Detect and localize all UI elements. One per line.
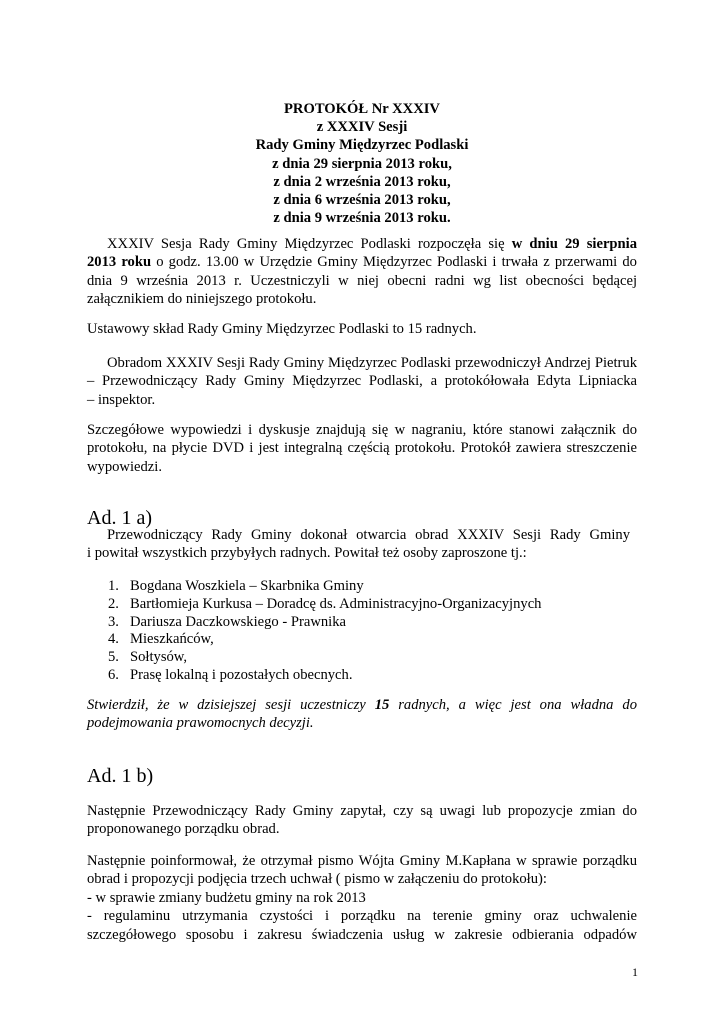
chair-line: Obradom XXXIV Sesji Rady Gminy Międzyrzec Podlaski przewodniczył Andrzej Pietruk <box>107 355 637 371</box>
intro-line: załącznikiem do niniejszego protokołu. <box>87 291 317 308</box>
title-line: PROTOKÓŁ Nr XXXIV <box>284 101 440 117</box>
ad1b-paragraph-2 <box>87 852 637 944</box>
protocol-title <box>0 100 724 227</box>
quorum-statement <box>87 696 637 733</box>
list-item: 1. Bogdana Woszkiela – Skarbnika Gminy <box>108 578 364 594</box>
ad1b-line: Następnie Przewodniczący Rady Gminy zapytał, czy są uwagi lub propozycje zmian do <box>87 803 637 819</box>
ad1b-line: - regulaminu utrzymania czystości i porządku na terenie gminy oraz uchwalenie <box>87 908 637 925</box>
intro-paragraph <box>87 235 637 309</box>
ad1b-line: obrad i propozycji podjęcia trzech uchwał ( pismo w załączeniu do protokołu): <box>87 871 547 888</box>
statutory-line: Ustawowy skład Rady Gminy Międzyrzec Podlaski to 15 radnych. <box>87 321 477 337</box>
list-item: 3. Dariusza Daczkowskiego - Prawnika <box>108 613 346 630</box>
chair-line: – inspektor. <box>87 391 156 408</box>
title-line: Rady Gminy Międzyrzec Podlaski <box>255 137 469 154</box>
statutory-paragraph <box>87 320 637 338</box>
title-line: z dnia 6 września 2013 roku, <box>273 192 451 209</box>
intro-line: 2013 roku o godz. 13.00 w Urzędzie Gminy Międzyrzec Podlaski i trwała z przerwami do <box>87 254 637 271</box>
section-heading-ad1a: Ad. 1 a) <box>87 507 152 529</box>
chair-line: – Przewodniczący Rady Gminy Międzyrzec Podlaski, a protokółowała Edyta Lipniacka <box>87 373 637 390</box>
quorum-line: podejmowania prawomocnych decyzji. <box>87 715 314 732</box>
details-line: protokołu, na płycie DVD i jest integralną częścią protokołu. Protokół zawiera streszczenie <box>87 440 637 457</box>
ad1b-paragraph-1 <box>87 802 637 839</box>
title-line: z dnia 9 września 2013 roku. <box>273 210 451 227</box>
ad1b-line: szczegółowego sposobu i zakresu świadczenia usług w zakresie odbierania odpadów <box>87 926 637 943</box>
title-line: z XXXIV Sesji <box>316 119 408 136</box>
title-line: z dnia 2 września 2013 roku, <box>273 173 451 190</box>
list-item: 6. Prasę lokalną i pozostałych obecnych. <box>108 666 353 683</box>
ad1b-line: Następnie poinformował, że otrzymał pismo Wójta Gminy M.Kapłana w sprawie porządku <box>87 853 637 869</box>
ad1a-paragraph <box>87 526 630 563</box>
details-line: Szczegółowe wypowiedzi i dyskusje znajdują się w nagraniu, które stanowi załącznik do <box>87 422 637 438</box>
invited-list <box>108 578 541 685</box>
ad1a-line: Przewodniczący Rady Gminy dokonał otwarcia obrad XXXIV Sesji Rady Gminy <box>107 527 630 543</box>
list-item: 2. Bartłomieja Kurkusa – Doradcę ds. Administracyjno-Organizacyjnych <box>108 595 542 612</box>
list-item: 5. Sołtysów, <box>108 649 188 666</box>
page-number: 1 <box>632 965 638 979</box>
list-item: 4. Mieszkańców, <box>108 631 214 648</box>
intro-line: XXXIV Sesja Rady Gminy Międzyrzec Podlaski rozpoczęła się w dniu 29 sierpnia <box>107 236 637 252</box>
ad1a-line: i powitał wszystkich przybyłych radnych. Powitał też osoby zaproszone tj.: <box>87 545 527 562</box>
section-heading-ad1b: Ad. 1 b) <box>87 765 154 787</box>
ad1b-line: proponowanego porządku obrad. <box>87 821 280 838</box>
title-line: z dnia 29 sierpnia 2013 roku, <box>272 155 452 172</box>
ad1b-line: - w sprawie zmiany budżetu gminy na rok 2013 <box>87 889 366 906</box>
intro-line: dnia 9 września 2013 r. Uczestniczyli w niej obecni radni wg list obecności będącej <box>87 272 637 289</box>
details-paragraph <box>87 421 637 476</box>
chair-paragraph <box>87 354 637 409</box>
quorum-line: Stwierdził, że w dzisiejszej sesji uczestniczy 15 radnych, a więc jest ona władna do <box>87 697 637 713</box>
details-line: wypowiedzi. <box>87 458 162 475</box>
